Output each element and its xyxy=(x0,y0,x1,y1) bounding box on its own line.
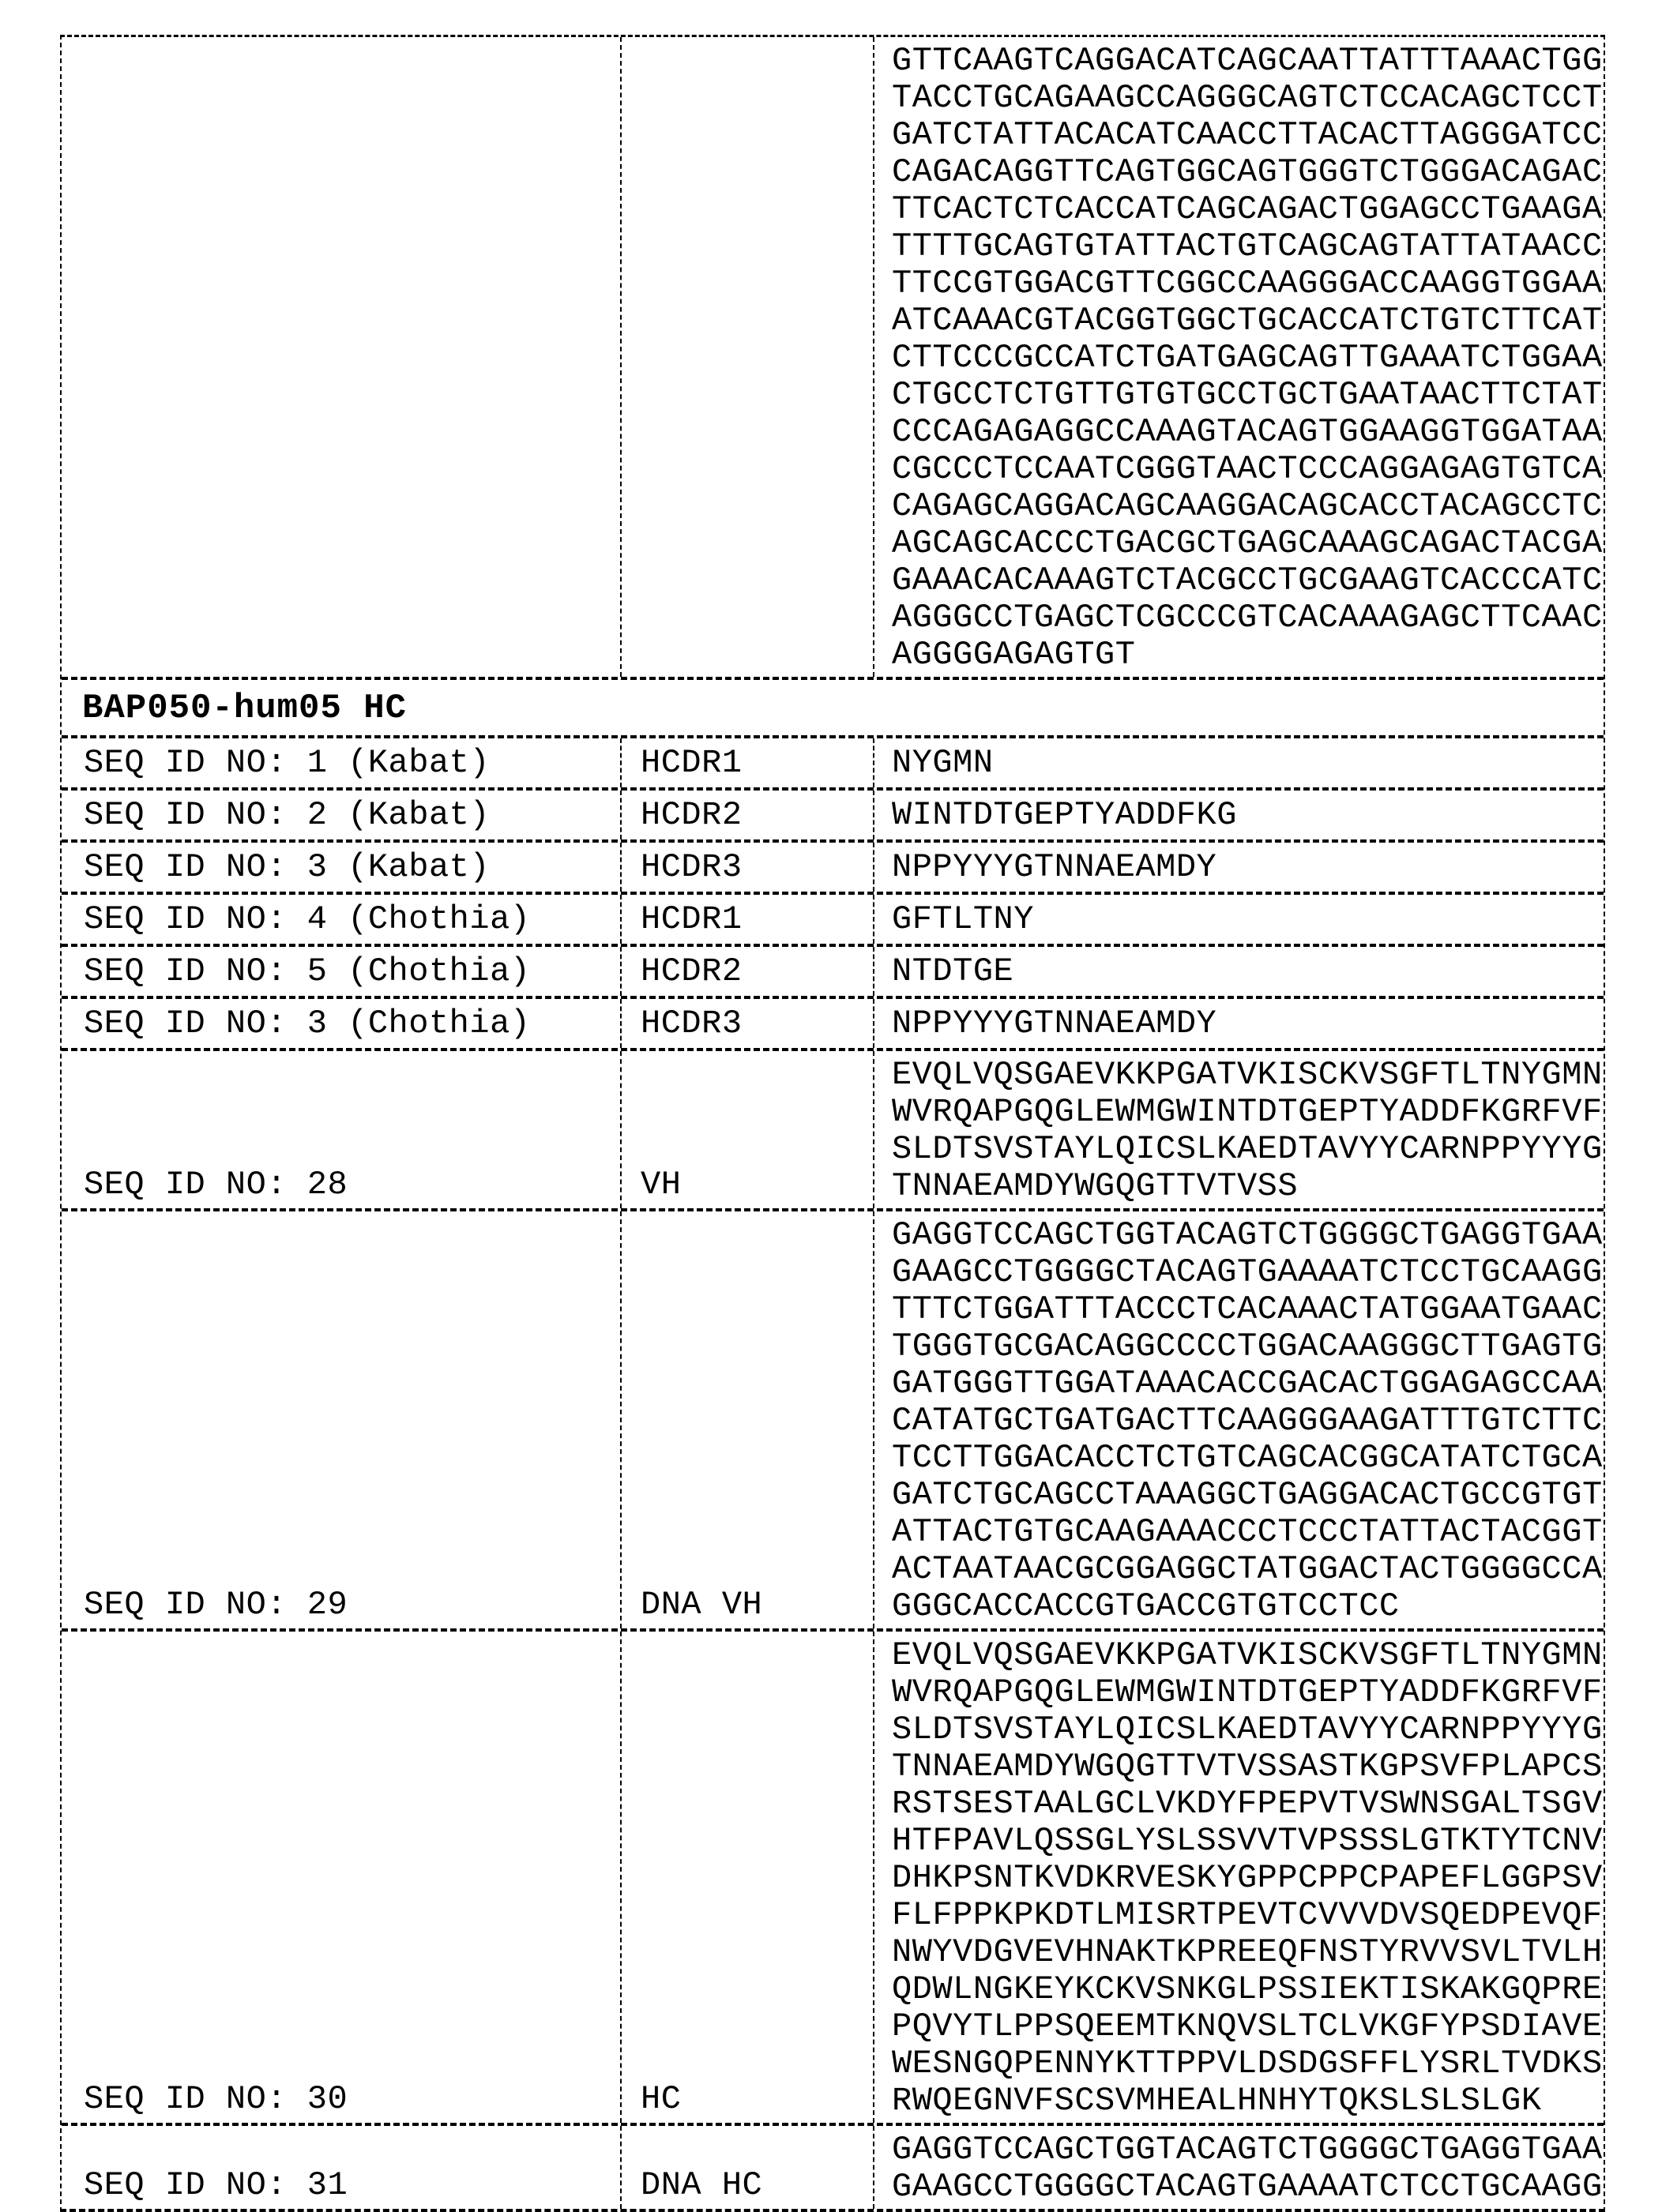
table-row xyxy=(62,1208,1604,1628)
sequence-cell xyxy=(874,895,1604,944)
seq-id-cell xyxy=(62,1051,622,1208)
sequence-cell xyxy=(874,947,1604,996)
seq-id-cell xyxy=(62,843,622,892)
sequence-text: EVQLVQSGAEVKKPGATVKISCKVSGFTLTNYGMN WVRQAPGQGLEWMGWINTDTGEPTYADDFKGRFVF SLDTSVSTAYLQICSLKAEDTAVYYCARNPPYYYG TNNAEAMDYWGQGTTVTVSSASTKGPSVFPLAPCS RSTSESTAALGCLVKDYFPEPVTVSWNSGALTSGV HTFPAVLQSSGLYSLSSVVTVPSSSLGTKTYTCNV DHKPSNTKVDKRVESKYGPPCPPCPAPEFLGGPSV FLFPPKPKDTLMISRTPEVTCVVVDVSQEDPEVQF NWYVDGVEVHNAKTKPREEQFNSTYRVVSVLTVLH QDWLNGKEYKCKVSNKGLPSSIEKTISKAKGQPRE PQVYTLPPSQEEMTKNQVSLTCLVKGFYPSDIAVE WESNGQPENNYKTTPPVLDSDGSFFLYSRLTVDKS RWQEGNVFSCSVMHEALHNHYTQKSLSLSLGK xyxy=(892,1636,1603,2120)
table-row xyxy=(62,787,1604,839)
region-cell xyxy=(622,843,874,892)
sequence-text: GFTLTNY xyxy=(892,900,1034,938)
seq-id-cell xyxy=(62,895,622,944)
seq-id-cell xyxy=(62,947,622,996)
region-cell xyxy=(622,1051,874,1208)
region-cell xyxy=(622,791,874,839)
table-row xyxy=(62,839,1604,892)
table-row xyxy=(62,1628,1604,2123)
sequence-cell xyxy=(874,791,1604,839)
table-row-partial xyxy=(62,37,1604,677)
region-cell xyxy=(622,947,874,996)
sequence-text: WINTDTGEPTYADDFKG xyxy=(892,796,1237,834)
region-label: HCDR2 xyxy=(641,796,743,834)
sequence-cell xyxy=(874,1051,1604,1208)
table-row xyxy=(62,892,1604,944)
sequence-cell xyxy=(874,843,1604,892)
seq-id-cell xyxy=(62,37,622,677)
seq-id-label: SEQ ID NO: 3 (Kabat) xyxy=(84,848,491,886)
sequence-text: NYGMN xyxy=(892,744,994,782)
seq-id-cell xyxy=(62,738,622,787)
region-cell xyxy=(622,2126,874,2209)
seq-id-cell xyxy=(62,2126,622,2209)
region-cell xyxy=(622,738,874,787)
sequence-cell xyxy=(874,1211,1604,1628)
sequence-cell xyxy=(874,999,1604,1048)
seq-id-cell xyxy=(62,791,622,839)
region-label: VH xyxy=(641,1166,682,1204)
seq-id-label: SEQ ID NO: 3 (Chothia) xyxy=(84,1005,531,1042)
sequence-cell xyxy=(874,2126,1604,2209)
region-cell xyxy=(622,1632,874,2123)
region-label: DNA HC xyxy=(641,2166,763,2204)
table-row xyxy=(62,735,1604,787)
seq-id-cell xyxy=(62,1632,622,2123)
seq-id-label: SEQ ID NO: 29 xyxy=(84,1586,348,1624)
region-label: HCDR3 xyxy=(641,1005,743,1042)
sequence-text: NPPYYYGTNNAEAMDY xyxy=(892,1005,1217,1042)
region-label: HCDR1 xyxy=(641,744,743,782)
seq-id-label: SEQ ID NO: 1 (Kabat) xyxy=(84,744,491,782)
region-cell xyxy=(622,895,874,944)
table-row xyxy=(62,944,1604,996)
group-header-row xyxy=(62,677,1604,735)
table-row xyxy=(62,1048,1604,1208)
table-row xyxy=(62,2123,1604,2209)
table-row xyxy=(62,996,1604,1048)
sequence-text: GAGGTCCAGCTGGTACAGTCTGGGGCTGAGGTGAA GAAGCCTGGGGCTACAGTGAAAATCTCCTGCAAGG xyxy=(892,2131,1603,2206)
region-cell xyxy=(622,1211,874,1628)
sequence-cell xyxy=(874,738,1604,787)
region-label: HC xyxy=(641,2080,682,2118)
region-label: HCDR1 xyxy=(641,900,743,938)
sequence-cell xyxy=(874,1632,1604,2123)
seq-id-label: SEQ ID NO: 4 (Chothia) xyxy=(84,900,531,938)
sequence-text: GTTCAAGTCAGGACATCAGCAATTATTTAAACTGG TACCTGCAGAAGCCAGGGCAGTCTCCACAGCTCCT GATCTATTACACATCAACCTTACACTTAGGGATCC CAGACAGGTTCAGTGGCAGTGGGTCTGGGACAGAC TTCACTCTCACCATCAGCAGACTGGAGCCTGAAGA TTTTGCAGTGTATTACTGTCAGCAGTATTATAACC TTCCGTGGACGTTCGGCCAAGGGACCAAGGTGGAA ATCAAACGTACGGTGGCTGCACCATCTGTCTTCAT CTTCCCGCCATCTGATGAGCAGTTGAAATCTGGAA CTGCCTCTGTTGTGTGCCTGCTGAATAACTTCTAT CCCAGAGAGGCCAAAGTACAGTGGAAGGTGGATAA CGCCCTCCAATCGGGTAACTCCCAGGAGAGTGTCA CAGAGCAGGACAGCAAGGACAGCACCTACAGCCTC AGCAGCACCCTGACGCTGAGCAAAGCAGACTACGA GAAACACAAAGTCTACGCCTGCGAAGTCACCCATC AGGGCCTGAGCTCGCCCGTCACAAAGAGCTTCAAC AGGGGAGAGTGT xyxy=(892,42,1603,674)
group-header-label: BAP050-hum05 HC xyxy=(82,689,408,728)
region-label: HCDR2 xyxy=(641,952,743,990)
region-cell xyxy=(622,999,874,1048)
region-cell xyxy=(622,37,874,677)
sequence-text: EVQLVQSGAEVKKPGATVKISCKVSGFTLTNYGMN WVRQAPGQGLEWMGWINTDTGEPTYADDFKGRFVF SLDTSVSTAYLQICSLKAEDTAVYYCARNPPYYYG TNNAEAMDYWGQGTTVTVSS xyxy=(892,1056,1603,1205)
region-label: HCDR3 xyxy=(641,848,743,886)
seq-id-label: SEQ ID NO: 30 xyxy=(84,2080,348,2118)
sequence-cell xyxy=(874,37,1604,677)
seq-id-cell xyxy=(62,1211,622,1628)
sequence-text: NPPYYYGTNNAEAMDY xyxy=(892,848,1217,886)
seq-id-label: SEQ ID NO: 31 xyxy=(84,2166,348,2204)
seq-id-label: SEQ ID NO: 2 (Kabat) xyxy=(84,796,491,834)
sequence-text: NTDTGE xyxy=(892,952,1014,990)
sequence-text: GAGGTCCAGCTGGTACAGTCTGGGGCTGAGGTGAA GAAGCCTGGGGCTACAGTGAAAATCTCCTGCAAGG TTTCTGGATTTACCCTCACAAACTATGGAATGAAC TGGGTGCGACAGGCCCCTGGACAAGGGCTTGAGTG GATGGGTTGGATAAACACCGACACTGGAGAGCCAA CATATGCTGATGACTTCAAGGGAAGATTTGTCTTC TCCTTGGACACCTCTGTCAGCACGGCATATCTGCA GATCTGCAGCCTAAAGGCTGAGGACACTGCCGTGT ATTACTGTGCAAGAAACCCTCCCTATTACTACGGT ACTAATAACGCGGAGGCTATGGACTACTGGGGCCA GGGCACCACCGTGACCGTGTCCTCC xyxy=(892,1216,1603,1625)
seq-id-label: SEQ ID NO: 28 xyxy=(84,1166,348,1204)
seq-id-cell xyxy=(62,999,622,1048)
seq-id-label: SEQ ID NO: 5 (Chothia) xyxy=(84,952,531,990)
region-label: DNA VH xyxy=(641,1586,763,1624)
sequence-listing-table xyxy=(60,35,1605,2212)
